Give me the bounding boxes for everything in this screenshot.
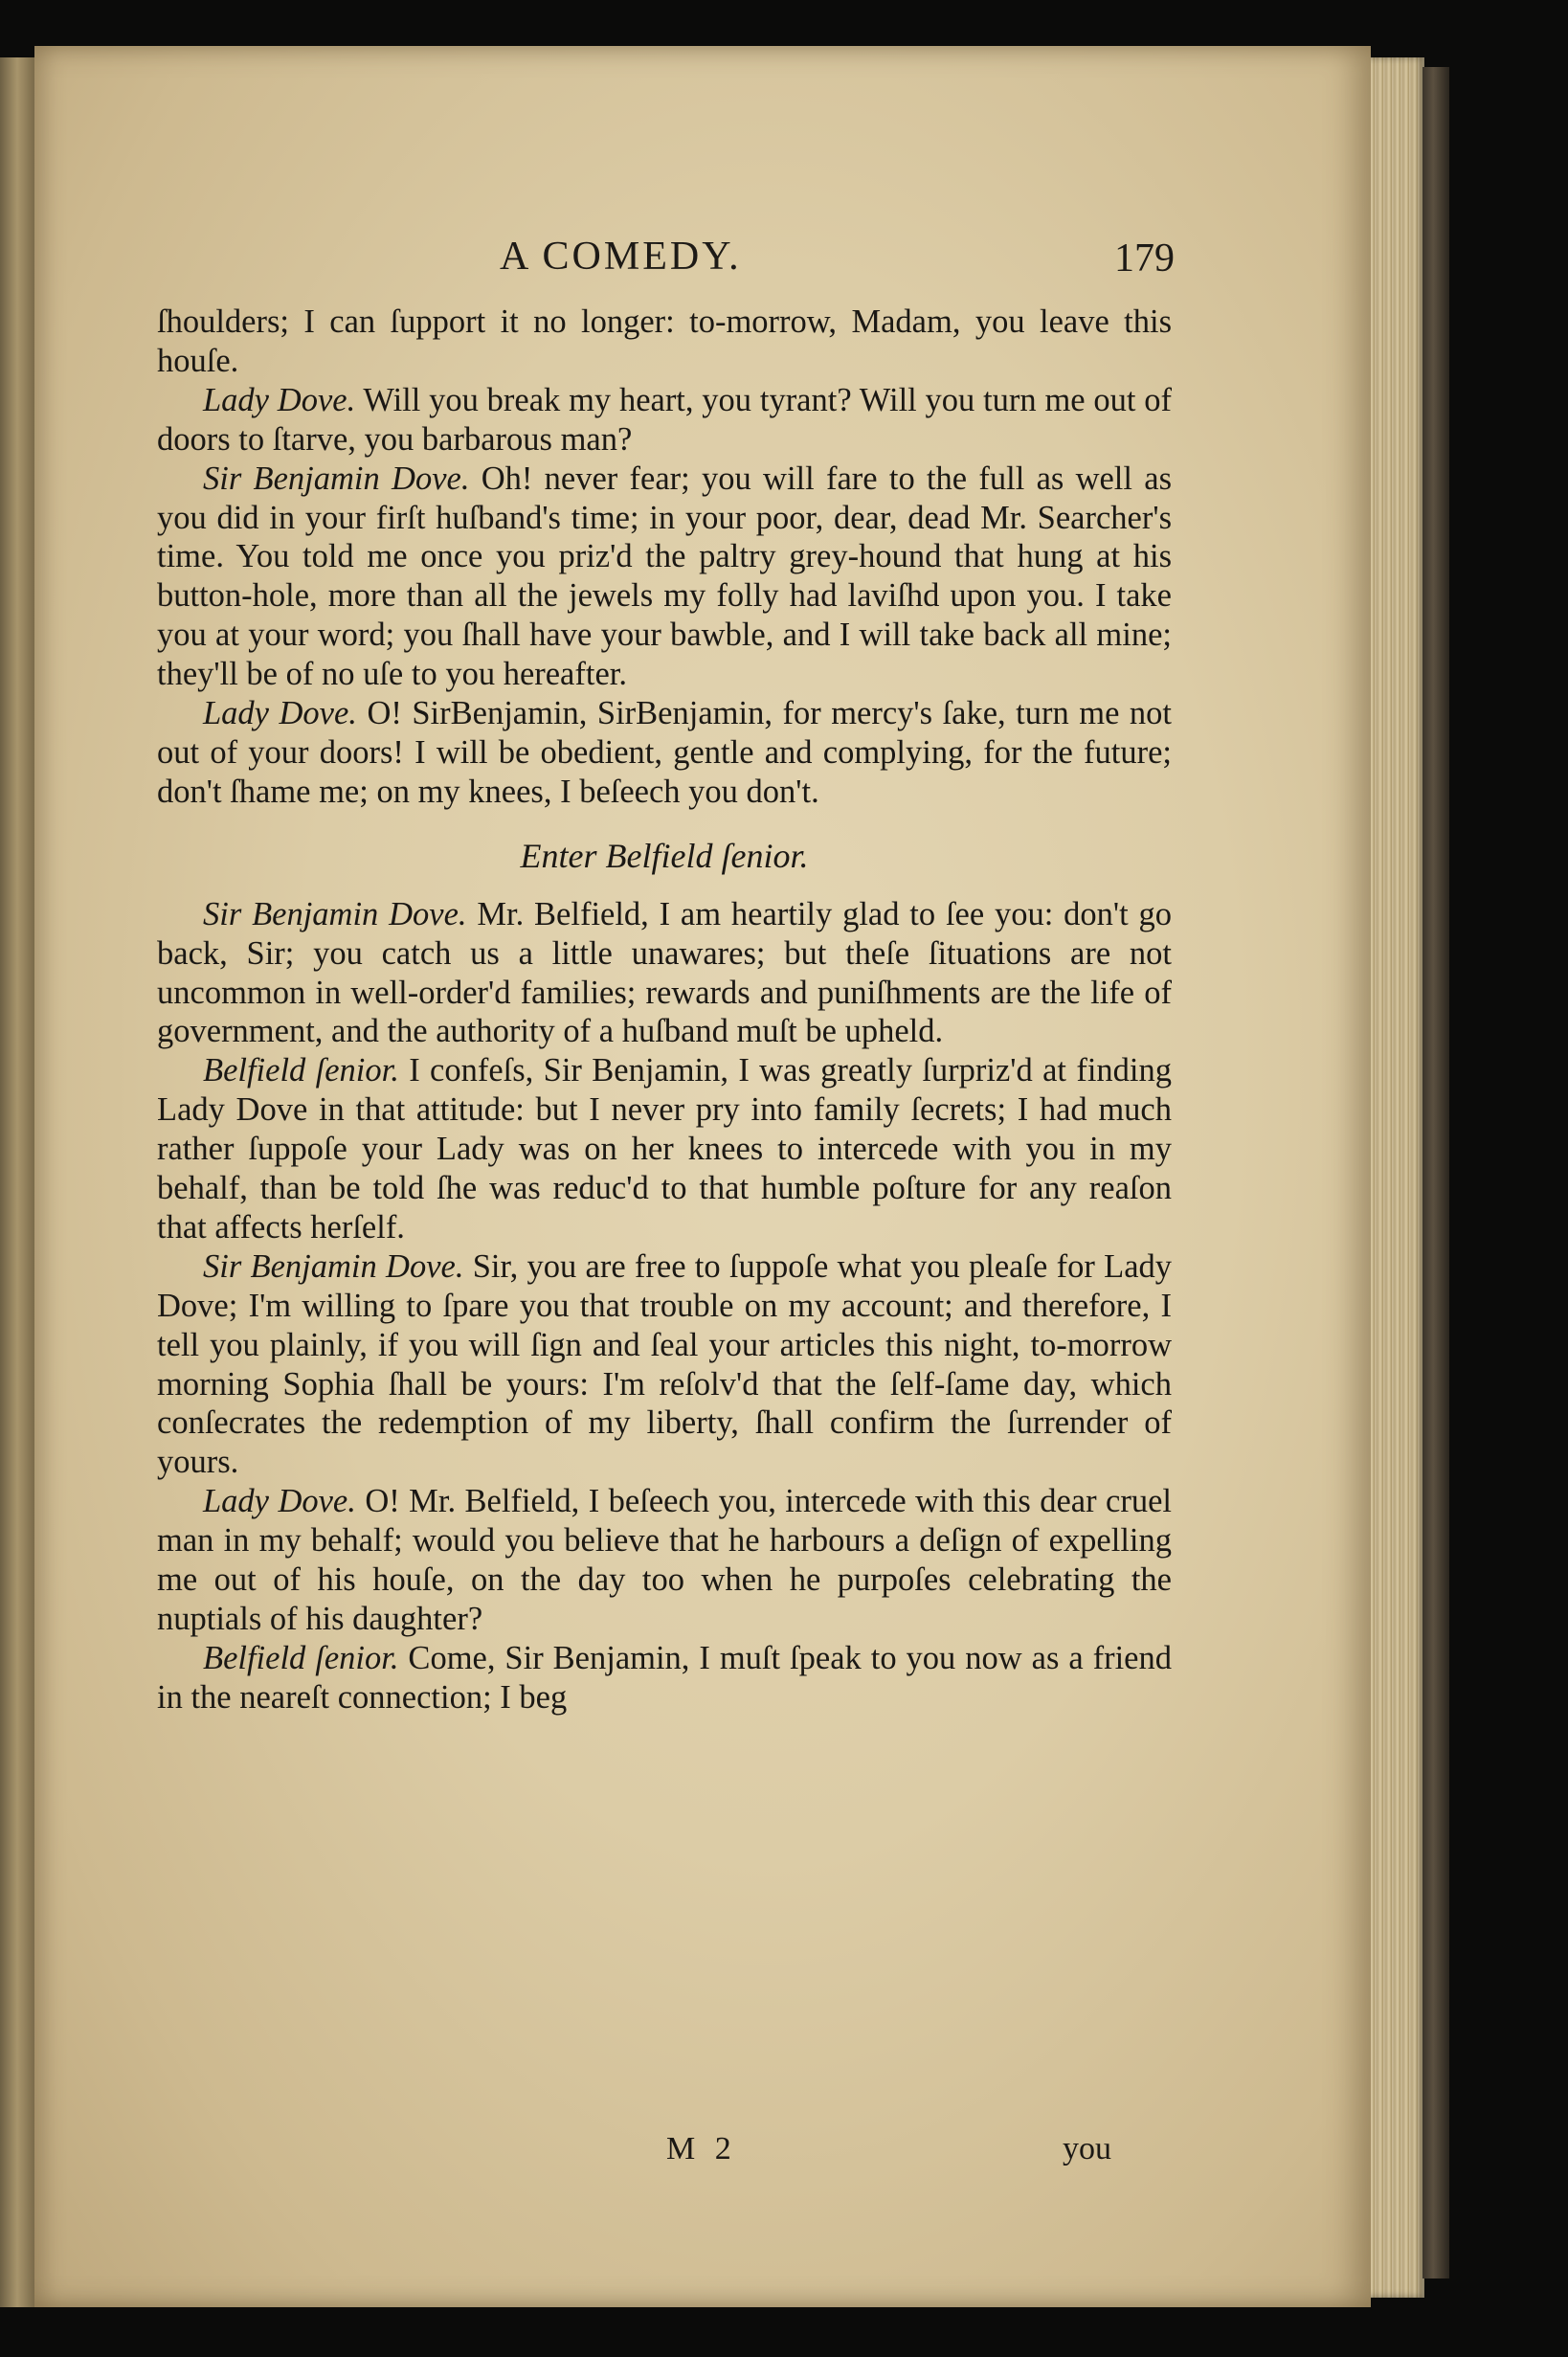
book-cover-edge <box>1422 67 1449 2278</box>
paragraph <box>157 1482 1172 1639</box>
paragraph <box>157 381 1172 460</box>
speech-text: O! Mr. Belfield, I beſeech you, intercede with this dear cruel man in my behalf; would you believe that he harbours a deſign of expelling me out of his houſe, on the day too when he purpoſes celebrating the nuptials of his daughter? <box>157 1483 1172 1637</box>
page-header <box>34 234 1371 291</box>
book-page <box>34 46 1371 2307</box>
paragraph <box>157 1247 1172 1482</box>
speaker-name: Sir Benjamin Dove. <box>203 1247 464 1285</box>
catchword: you <box>1063 2131 1111 2166</box>
speaker-name: Lady Dove. <box>203 695 357 732</box>
speech-text: Sir, you are free to ſuppoſe what you pleaſe for Lady Dove; I'm willing to ſpare you that trouble on my account; and therefore, I tell you plainly, if you will ſign and ſeal your articles this night, to-morrow morning Sophia ſhall be yours: I'm reſolv'd that the ſelf-ſame day, which conſecrates the redemption of my liberty, ſhall confirm the ſurrender of yours. <box>157 1247 1173 1481</box>
paragraph <box>157 1639 1172 1717</box>
speech-text: I confeſs, Sir Benjamin, I was greatly ſurpriz'd at finding Lady Dove in that attitude: but I never pry into family ſecrets; I had much rather ſuppoſe your Lady was on her knees to intercede with you in my behalf, than be told ſhe was reduc'd to that humble poſture for any reaſon that affects herſelf. <box>157 1052 1172 1246</box>
speech-text: O! SirBenjamin, SirBenjamin, for mercy's ſake, turn me not out of your doors! I will be obedient, gentle and complying, for the future; don't ſhame me; on my knees, I beſeech you don't. <box>157 695 1172 810</box>
page-footer <box>34 2131 1371 2173</box>
stage-direction: Enter Belfield ſenior. <box>520 836 809 875</box>
speaker-name: Lady Dove. <box>203 381 356 418</box>
page-number: 179 <box>1114 236 1175 281</box>
speaker-name: Sir Benjamin Dove. <box>203 460 470 497</box>
speech-text: Mr. Belfield, I am heartily glad to ſee you: don't go back, Sir; you catch us a little unawares; but theſe ſituations are not uncommon in well-order'd families; rewards and puniſhments are the life of government, and the authority of a huſband muſt be upheld. <box>157 895 1172 1050</box>
page-body <box>157 303 1172 1717</box>
speaker-name: Belfield ſenior. <box>203 1639 399 1676</box>
speaker-name: Sir Benjamin Dove. <box>203 895 467 932</box>
paragraph <box>157 460 1172 694</box>
paragraph <box>157 1051 1172 1247</box>
speech-text: Will you break my heart, you tyrant? Will you turn me out of doors to ſtarve, you barbarous man? <box>157 381 1173 458</box>
paragraph: ſhoulders; I can ſupport it no longer: to-morrow, Madam, you leave this houſe. <box>157 303 1172 379</box>
paragraph <box>157 694 1172 812</box>
speaker-name: Belfield ſenior. <box>203 1052 399 1089</box>
paragraph <box>157 895 1172 1052</box>
speech-text: Come, Sir Benjamin, I muſt ſpeak to you now as a friend in the neareſt connection; I beg <box>157 1639 1172 1716</box>
speaker-name: Lady Dove. <box>203 1483 356 1520</box>
facing-page-edge <box>0 57 34 2307</box>
running-head: A COMEDY. <box>500 235 742 279</box>
speech-text: Oh! never fear; you will fare to the full as well as you did in your firſt huſband's time; in your poor, dear, dead Mr. Searcher's time. You told me once you priz'd the paltry grey-hound that hung at his button-hole, more than all the jewels my folly had laviſhd upon you. I take you at your word; you ſhall have your bawble, and I will take back all mine; they'll be of no uſe to you hereafter. <box>157 460 1172 693</box>
signature-mark: M 2 <box>666 2131 737 2166</box>
